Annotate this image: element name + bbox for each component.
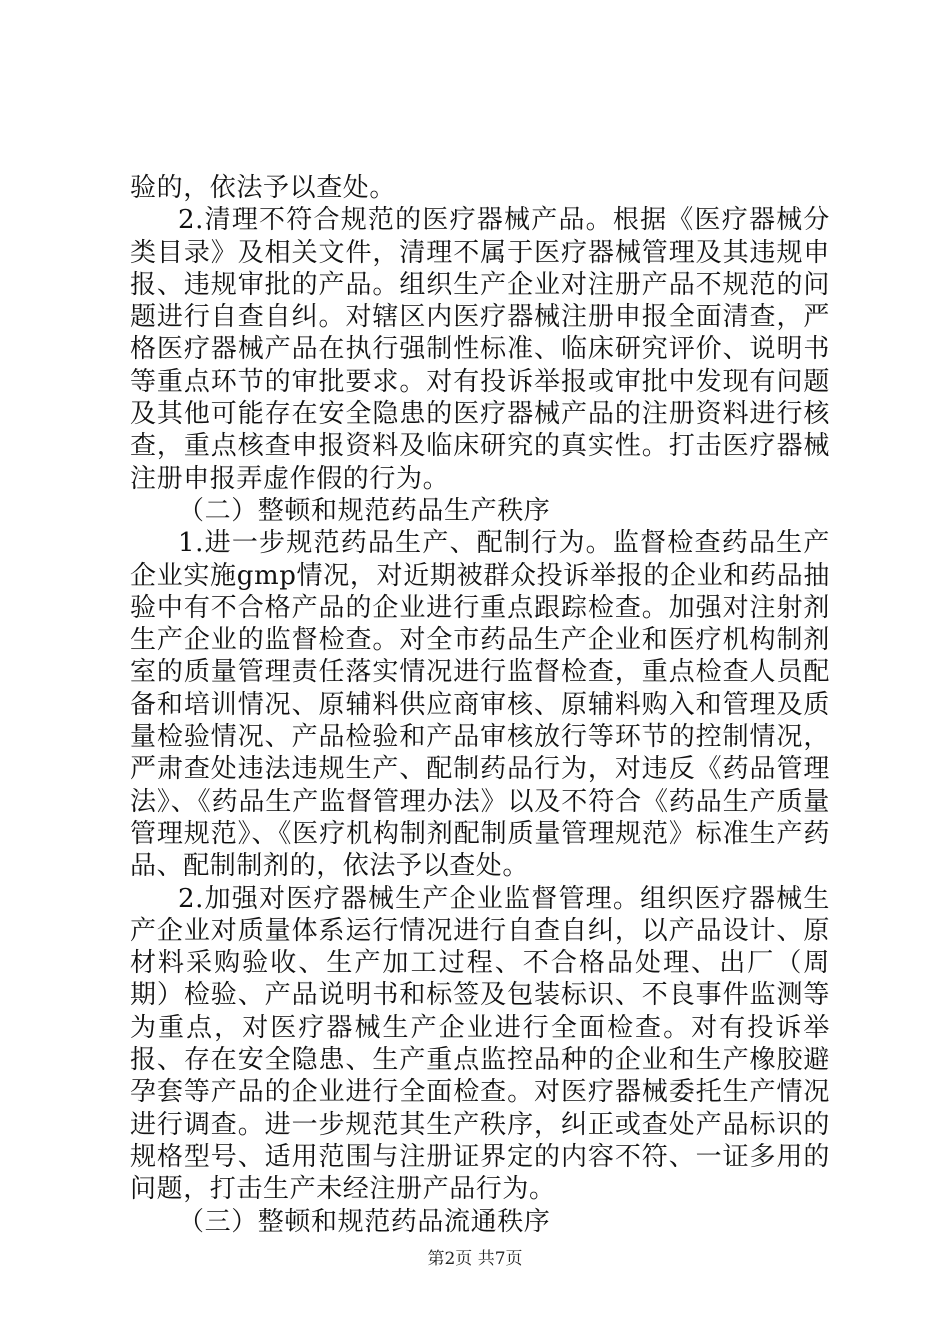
- paragraph-item-2-device-cleanup: 2.清理不符合规范的医疗器械产品。根据《医疗器械分类目录》及相关文件，清理不属于医疗器械管理及其违规申报、违规审批的产品。组织生产企业对注册产品不规范的问题进行自查自纠。对辖区内医疗器械注册申报全面清查，严格医疗器械产品在执行强制性标准、临床研究评价、说明书等重点环节的审批要求。对有投诉举报或审批中发现有问题及其他可能存在安全隐患的医疗器械产品的注册资料进行核查，重点核查申报资料及临床研究的真实性。打击医疗器械注册申报弄虚作假的行为。: [130, 205, 830, 494]
- section-heading-3: （三）整顿和规范药品流通秩序: [178, 1206, 551, 1237]
- document-body: [130, 172, 830, 1238]
- section-heading-2: （二）整顿和规范药品生产秩序: [178, 495, 551, 526]
- paragraph-continuation: 验的，依法予以查处。: [130, 173, 397, 203]
- paragraph-item-1-drug-production: 1.进一步规范药品生产、配制行为。监督检查药品生产企业实施gmp情况，对近期被群众投诉举报的企业和药品抽验中有不合格产品的企业进行重点跟踪检查。加强对注射剂生产企业的监督检查。对全市药品生产企业和医疗机构制剂室的质量管理责任落实情况进行监督检查，重点检查人员配备和培训情况、原辅料供应商审核、原辅料购入和管理及质量检验情况、产品检验和产品审核放行等环节的控制情况，严肃查处违法违规生产、配制药品行为，对违反《药品管理法》、《药品生产监督管理办法》以及不符合《药品生产质量管理规范》、《医疗机构制剂配制质量管理规范》标准生产药品、配制制剂的，依法予以查处。: [130, 528, 830, 882]
- page-number-footer: 第2页 共7页: [427, 1249, 523, 1269]
- paragraph-item-2-device-supervision: 2.加强对医疗器械生产企业监督管理。组织医疗器械生产企业对质量体系运行情况进行自查自纠，以产品设计、原材料采购验收、生产加工过程、不合格品处理、出厂（周期）检验、产品说明书和标签及包装标识、不良事件监测等为重点，对医疗器械生产企业进行全面检查。对有投诉举报、存在安全隐患、生产重点监控品种的企业和生产橡胶避孕套等产品的企业进行全面检查。对医疗器械委托生产情况进行调查。进一步规范其生产秩序，纠正或查处产品标识的规格型号、适用范围与注册证界定的内容不符、一证多用的问题，打击生产未经注册产品行为。: [130, 883, 830, 1205]
